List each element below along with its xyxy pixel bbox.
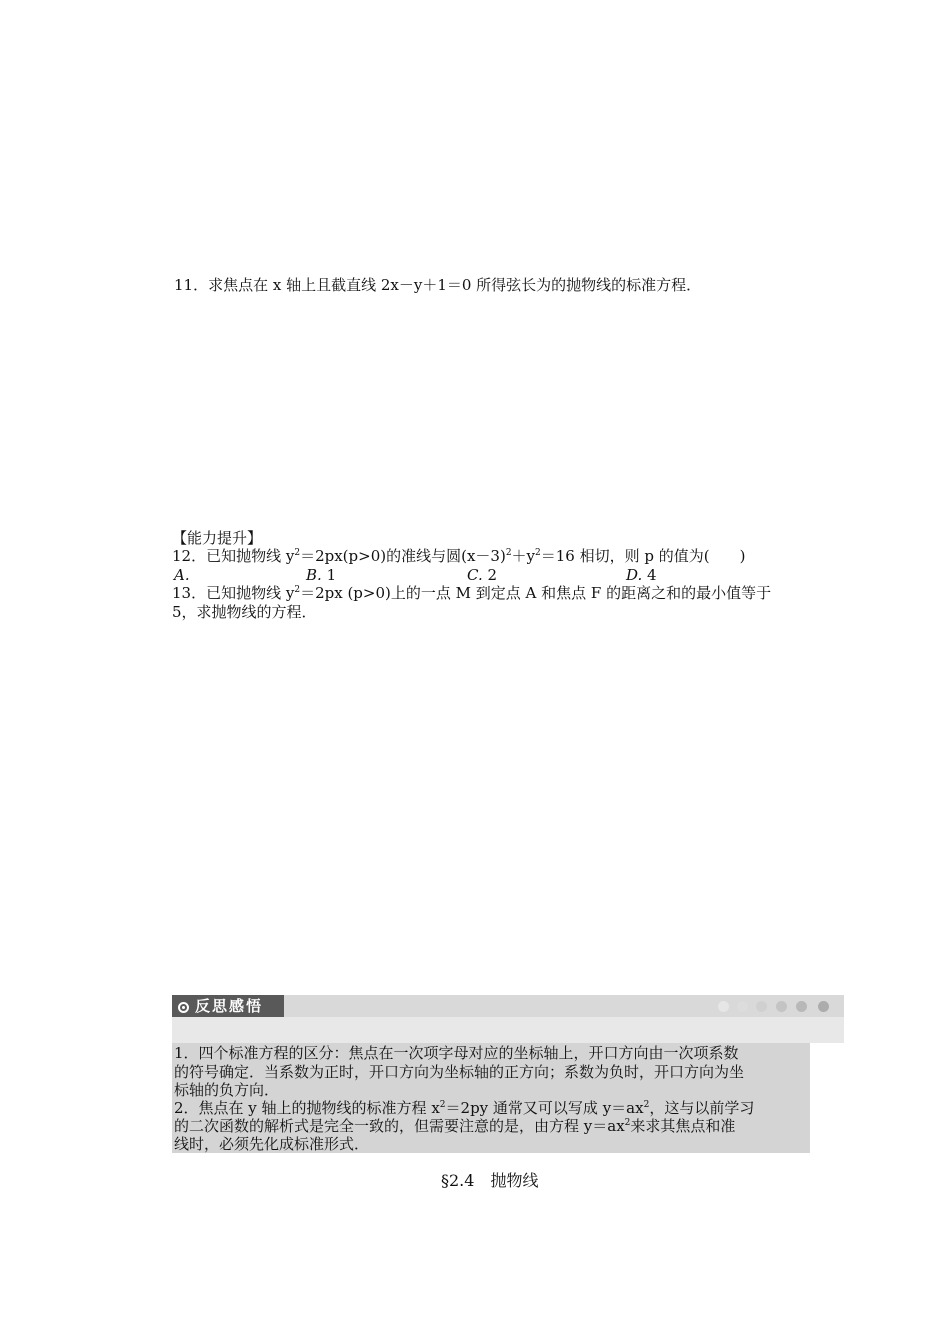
option-letter: B. bbox=[306, 566, 322, 584]
option-value: 2 bbox=[487, 566, 498, 584]
q12-text-c: ＋y bbox=[511, 547, 536, 565]
q12-sup-2: 2 bbox=[505, 548, 512, 558]
option-value: 1 bbox=[326, 566, 337, 584]
decor-dot-icon bbox=[718, 1001, 729, 1012]
decor-dot-icon bbox=[756, 1001, 767, 1012]
question-11: 11．求焦点在 x 轴上且截直线 2x－y＋1＝0 所得弦长为的抛物线的标准方程． bbox=[174, 276, 702, 294]
reflection-spacer bbox=[172, 1017, 844, 1043]
q12-sup-3: 2 bbox=[535, 548, 541, 558]
section-footer-title: §2.4 抛物线 bbox=[441, 1171, 539, 1190]
reflection-p2-line3: 线时，必须先化成标准形式． bbox=[174, 1135, 370, 1153]
q12-sup-1: 2 bbox=[294, 548, 301, 558]
option-letter: C. bbox=[467, 566, 483, 584]
reflection-p2-line2 bbox=[174, 1117, 735, 1136]
q13-text-b: ＝2px (p>0)上的一点 M 到定点 A 和焦点 F 的距离之和的最小值等于 bbox=[300, 584, 772, 602]
decor-dot-icon bbox=[796, 1001, 807, 1012]
decor-dot-icon bbox=[818, 1001, 829, 1012]
option-letter: A. bbox=[174, 566, 190, 584]
q12-option-d bbox=[626, 566, 657, 584]
option-value: 4 bbox=[647, 566, 657, 584]
q12-option-b bbox=[306, 566, 336, 584]
q12-text-a: 12．已知抛物线 y bbox=[172, 547, 295, 565]
text: 的二次函数的解析式是完全一致的，但需要注意的是，由方程 y＝ax bbox=[174, 1117, 625, 1135]
text: ，这与以前学习 bbox=[649, 1099, 755, 1117]
reflection-p2-line1 bbox=[174, 1099, 754, 1118]
reflection-p1-line1: 1．四个标准方程的区分：焦点在一次项字母对应的坐标轴上，开口方向由一次项系数 bbox=[174, 1044, 739, 1062]
decor-dot-icon bbox=[737, 1001, 748, 1012]
target-circle-icon bbox=[178, 1002, 189, 1013]
q12-option-c bbox=[467, 566, 497, 584]
q12-option-a bbox=[174, 566, 190, 584]
q13-text-a: 13．已知抛物线 y bbox=[172, 584, 295, 602]
text: ＝2py 通常又可以写成 y＝ax bbox=[445, 1099, 644, 1117]
section-heading-ability: 【能力提升】 bbox=[172, 529, 263, 547]
decor-dot-icon bbox=[776, 1001, 787, 1012]
reflection-p1-line2: 的符号确定．当系数为正时，开口方向为坐标轴的正方向；系数为负时，开口方向为坐 bbox=[174, 1063, 745, 1081]
question-13 bbox=[172, 584, 771, 602]
question-13-line-2: 5，求抛物线的方程． bbox=[172, 603, 317, 621]
reflection-header-bar bbox=[172, 995, 844, 1017]
reflection-title: 反思感悟 bbox=[195, 997, 264, 1015]
q12-text-b: ＝2px(p>0)的准线与圆(x－3) bbox=[300, 547, 506, 565]
sup: 2 bbox=[439, 1100, 446, 1110]
sup: 2 bbox=[643, 1100, 650, 1110]
q13-sup: 2 bbox=[294, 585, 301, 595]
reflection-title-tag bbox=[172, 995, 284, 1017]
text: 来求其焦点和准 bbox=[630, 1117, 736, 1135]
text: 2．焦点在 y 轴上的抛物线的标准方程 x bbox=[174, 1099, 440, 1117]
option-letter: D. bbox=[626, 566, 643, 584]
reflection-p1-line3: 标轴的负方向． bbox=[174, 1081, 280, 1099]
question-12 bbox=[172, 547, 745, 565]
sup: 2 bbox=[624, 1118, 631, 1128]
reflection-content bbox=[172, 1043, 810, 1153]
q12-text-d: ＝16 相切，则 p 的值为( ) bbox=[540, 547, 746, 565]
